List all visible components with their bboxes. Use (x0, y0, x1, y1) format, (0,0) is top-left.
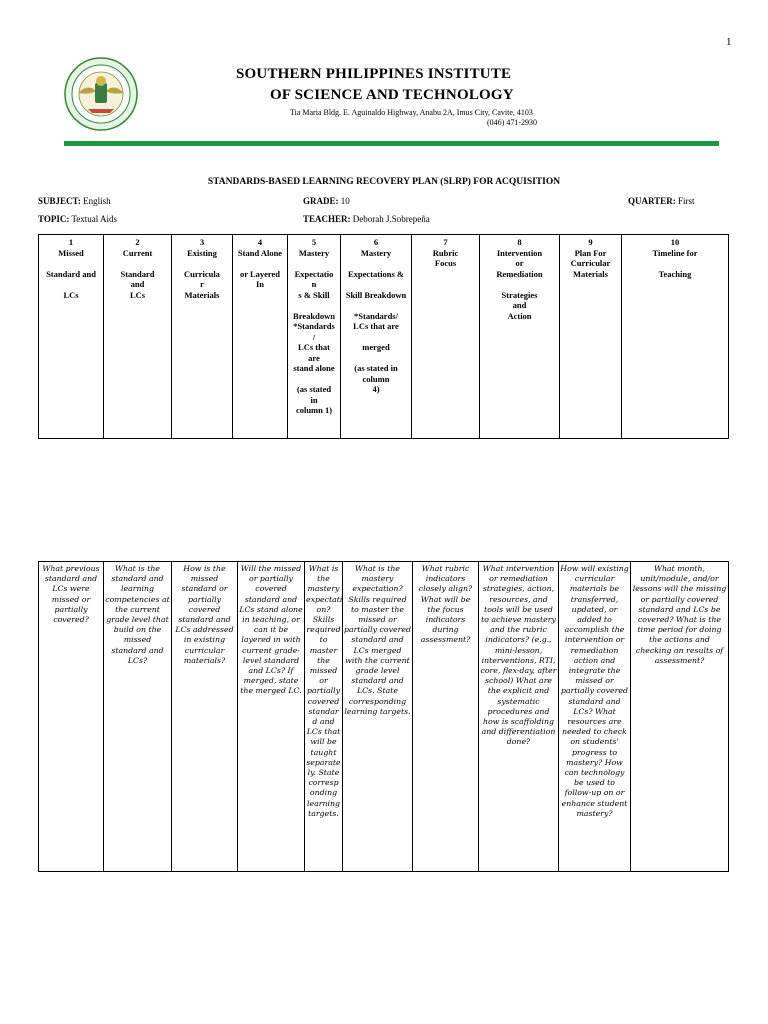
header-cell-current: 2 Current Standard and LCs (104, 235, 172, 439)
quarter-label: QUARTER: (628, 196, 676, 206)
guide-cell-stand-alone: Will the missed or partially covered standard and LCs stand alone in teaching, or can it be layered in with current grade-level standard and LCs? If merged, state the merged LC. (238, 562, 305, 872)
guide-cell-timeline: What month, unit/module, and/or lessons will the missing or partially covered standard and LCs be covered? What is the time period for doing the actions and checking on results of assessment? (631, 562, 729, 872)
header-cell-existing: 3 Existing Curricula r Materials (172, 235, 233, 439)
topic-field (38, 214, 117, 224)
teacher-label: TEACHER: (303, 214, 351, 224)
guide-cell-rubric: What rubric indicators closely align? What will be the focus indicators during assessment? (413, 562, 479, 872)
grade-value: 10 (340, 196, 350, 206)
subject-field (38, 196, 111, 206)
institution-phone: (046) 471-2930 (487, 118, 537, 127)
guide-cell-missed: What previous standard and LCs were missed or partially covered? (39, 562, 104, 872)
plan-header-table (38, 234, 729, 439)
teacher-value: Deborah J.Sobrepeña (352, 214, 430, 224)
header-cell-rubric: 7 Rubric Focus (412, 235, 480, 439)
header-cell-mastery-stand-alone: 5 Mastery Expectatio n s & Skill Breakdown *Standards / LCs that are stand alone (as stated in column 1) (288, 235, 341, 439)
header-cell-intervention: 8 Intervention or Remediation Strategies and Action (480, 235, 560, 439)
header-divider (64, 141, 719, 146)
guide-row (39, 562, 729, 872)
subject-label: SUBJECT: (38, 196, 81, 206)
topic-label: TOPIC: (38, 214, 70, 224)
document-title: STANDARDS-BASED LEARNING RECOVERY PLAN (SLRP) FOR ACQUISITION (207, 177, 561, 187)
teacher-field (303, 214, 430, 224)
grade-field (303, 196, 350, 206)
header-cell-stand-alone: 4 Stand Alone or Layered In (233, 235, 288, 439)
guide-questions-table (38, 561, 729, 872)
subject-value: English (83, 196, 111, 206)
header-row (39, 235, 729, 439)
guide-cell-materials-plan: How will existing curricular materials be transferred, updated, or added to accomplish the intervention or remediation action and integrate the missed or partially covered standard and LCs? What resources are needed to check on students' progress to mastery? How can technology be used to follow-up on or enhance student mastery? (559, 562, 631, 872)
grade-label: GRADE: (303, 196, 339, 206)
header-cell-mastery-merged: 6 Mastery Expectations & Skill Breakdown *Standards/ LCs that are merged (as stated in column 4) (341, 235, 412, 439)
guide-cell-mastery-merged: What is the mastery expectation? Skills required to master the missed or partially covered standard and LCs merged with the current grade level standard and LCs. State corresponding learning targets. (343, 562, 413, 872)
header-cell-timeline: 10 Timeline for Teaching (622, 235, 729, 439)
quarter-value: First (677, 196, 695, 206)
guide-cell-existing: How is the missed standard or partially covered standard and LCs addressed in existing curricular materials? (172, 562, 238, 872)
header-cell-missed: 1 Missed Standard and LCs (39, 235, 104, 439)
guide-cell-intervention: What intervention or remediation strategies, action, resources, and tools will be used to achieve mastery and the rubric indicators? (e.g., mini-lesson, interventions, RTI, core, flex-day, after school) What are the explicit and systematic procedures and how is scaffolding and differentiation done? (479, 562, 559, 872)
header-cell-materials-plan: 9 Plan For Curricular Materials (560, 235, 622, 439)
quarter-field (628, 196, 694, 206)
guide-cell-current: What is the standard and learning competencies at the current grade level that build on the missed standard and LCs? (104, 562, 172, 872)
page-number: 1 (726, 36, 732, 48)
institution-name-line2: OF SCIENCE AND TECHNOLOGY (270, 87, 514, 103)
school-seal-logo (64, 57, 138, 131)
topic-value: Textual Aids (71, 214, 118, 224)
institution-name-line1: SOUTHERN PHILIPPINES INSTITUTE (236, 66, 512, 82)
institution-address: Tia Maria Bldg. E. Aguinaldo Highway, Anabu 2A, Imus City, Cavite, 4103 (290, 108, 533, 117)
guide-cell-mastery-stand-alone: What is the mastery expectati on? Skills required to master the missed or partially covered standar d and LCs that will be taught separate ly. State corresp onding learning targets. (305, 562, 343, 872)
